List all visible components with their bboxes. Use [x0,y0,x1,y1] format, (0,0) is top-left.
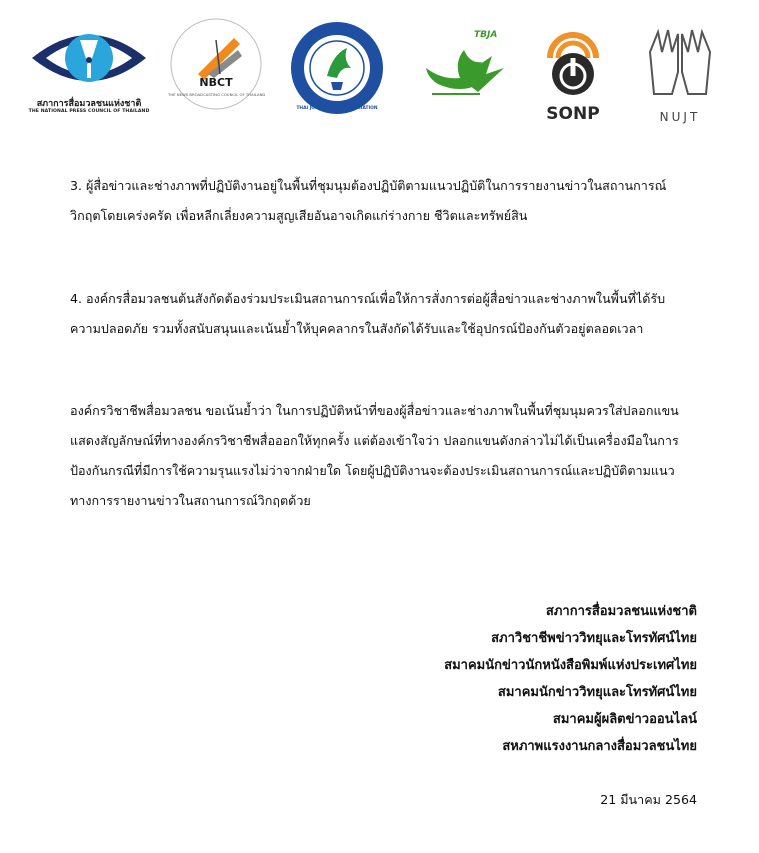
document-date: 21 มีนาคม 2564 [600,792,697,807]
sonp-abbreviation: SONP [546,104,600,124]
paragraph-line: ความปลอดภัย รวมทั้งสนับสนุนและเน้นย้ำให้บุคคลากรในสังกัดได้รับและใช้อุปกรณ์ป้องกันตัวอยู่ตลอดเวลา [70,321,644,336]
paragraph-line: องค์กรวิชาชีพสื่อมวลชน ขอเน้นย้ำว่า ในการปฏิบัติหน้าที่ของผู้สื่อข่าวและช่างภาพในพื้นที่ชุมนุมควรใส่ปลอกแขน [70,403,679,418]
logo-header [0,0,759,140]
paragraph-line: ทางการรายงานข่าวในสถานการณ์วิกฤตด้วย [70,493,311,508]
nbct-abbreviation: NBCT [199,76,233,89]
tbja-abbreviation: TBJA [474,30,498,40]
tja-emblem-icon [289,20,385,116]
signatory-list [444,598,697,760]
paragraph-4 [70,284,700,344]
signatory-name: สมาคมผู้ผลิตข่าวออนไลน์ [552,712,697,727]
signatory-name: สภาวิชาชีพข่าววิทยุและโทรทัศน์ไทย [491,631,697,646]
npct-english-name: THE NATIONAL PRESS COUNCIL OF THAILAND [28,109,150,114]
sonp-logo [538,24,608,134]
signatory-name: สภาการสื่อมวลชนแห่งชาติ [545,604,697,619]
nujt-logo [634,22,726,132]
paragraph-line: วิกฤตโดยเคร่งครัด เพื่อหลีกเลี่ยงความสูญเสียอันอาจเกิดแก่ร่างกาย ชีวิตและทรัพย์สิน [70,208,528,223]
npct-emblem-icon [28,18,150,96]
tja-ring-text: THAI JOURNALISTS ASSOCIATION [296,106,378,111]
npct-thai-name: สภาการสื่อมวลชนแห่งชาติ [36,99,142,109]
signatory-name: สหภาพแรงงานกลางสื่อมวลชนไทย [502,739,697,754]
npct-logo [28,18,150,118]
nujt-hands-icon [634,22,726,98]
paragraph-line: 4. องค์กรสื่อมวลชนต้นสังกัดต้องร่วมประเมินสถานการณ์เพื่อให้การสั่งการต่อผู้สื่อข่าวและช่างภาพในพื้นที่ได้รับ [70,291,666,306]
paragraph-3 [70,171,700,231]
nbct-logo [168,16,264,112]
signatory-name: สมาคมนักข่าววิทยุและโทรทัศน์ไทย [497,685,697,700]
closing-paragraph [70,396,700,516]
sonp-power-icon [538,24,608,100]
nbct-emblem-icon [168,16,264,112]
paragraph-line: แสดงสัญลักษณ์ที่ทางองค์กรวิชาชีพสื่อออกให้ทุกครั้ง แต่ต้องเข้าใจว่า ปลอกแขนดังกล่าวไม่ได้เป็นเครื่องมือในการ [70,433,679,448]
tja-logo [289,20,385,116]
tbja-logo [420,28,512,108]
tbja-bird-icon [420,28,512,108]
paragraph-line: ป้องกันกรณีที่มีการใช้ความรุนแรงไม่ว่าจากฝ่ายใด โดยผู้ปฏิบัติงานจะต้องประเมินสถานการณ์และปฏิบัติตามแนว [70,463,675,478]
signatory-name: สมาคมนักข่าวนักหนังสือพิมพ์แห่งประเทศไทย [444,658,697,673]
nujt-abbreviation: NUJT [659,110,701,124]
nbct-ring-text: THE NEWS BROADCASTING COUNCIL OF THAILAND [168,92,266,97]
paragraph-line: 3. ผู้สื่อข่าวและช่างภาพที่ปฏิบัติงานอยู่ในพื้นที่ชุมนุมต้องปฏิบัติตามแนวปฏิบัติในการรายงานข่าวในสถานการณ์ [70,178,667,193]
